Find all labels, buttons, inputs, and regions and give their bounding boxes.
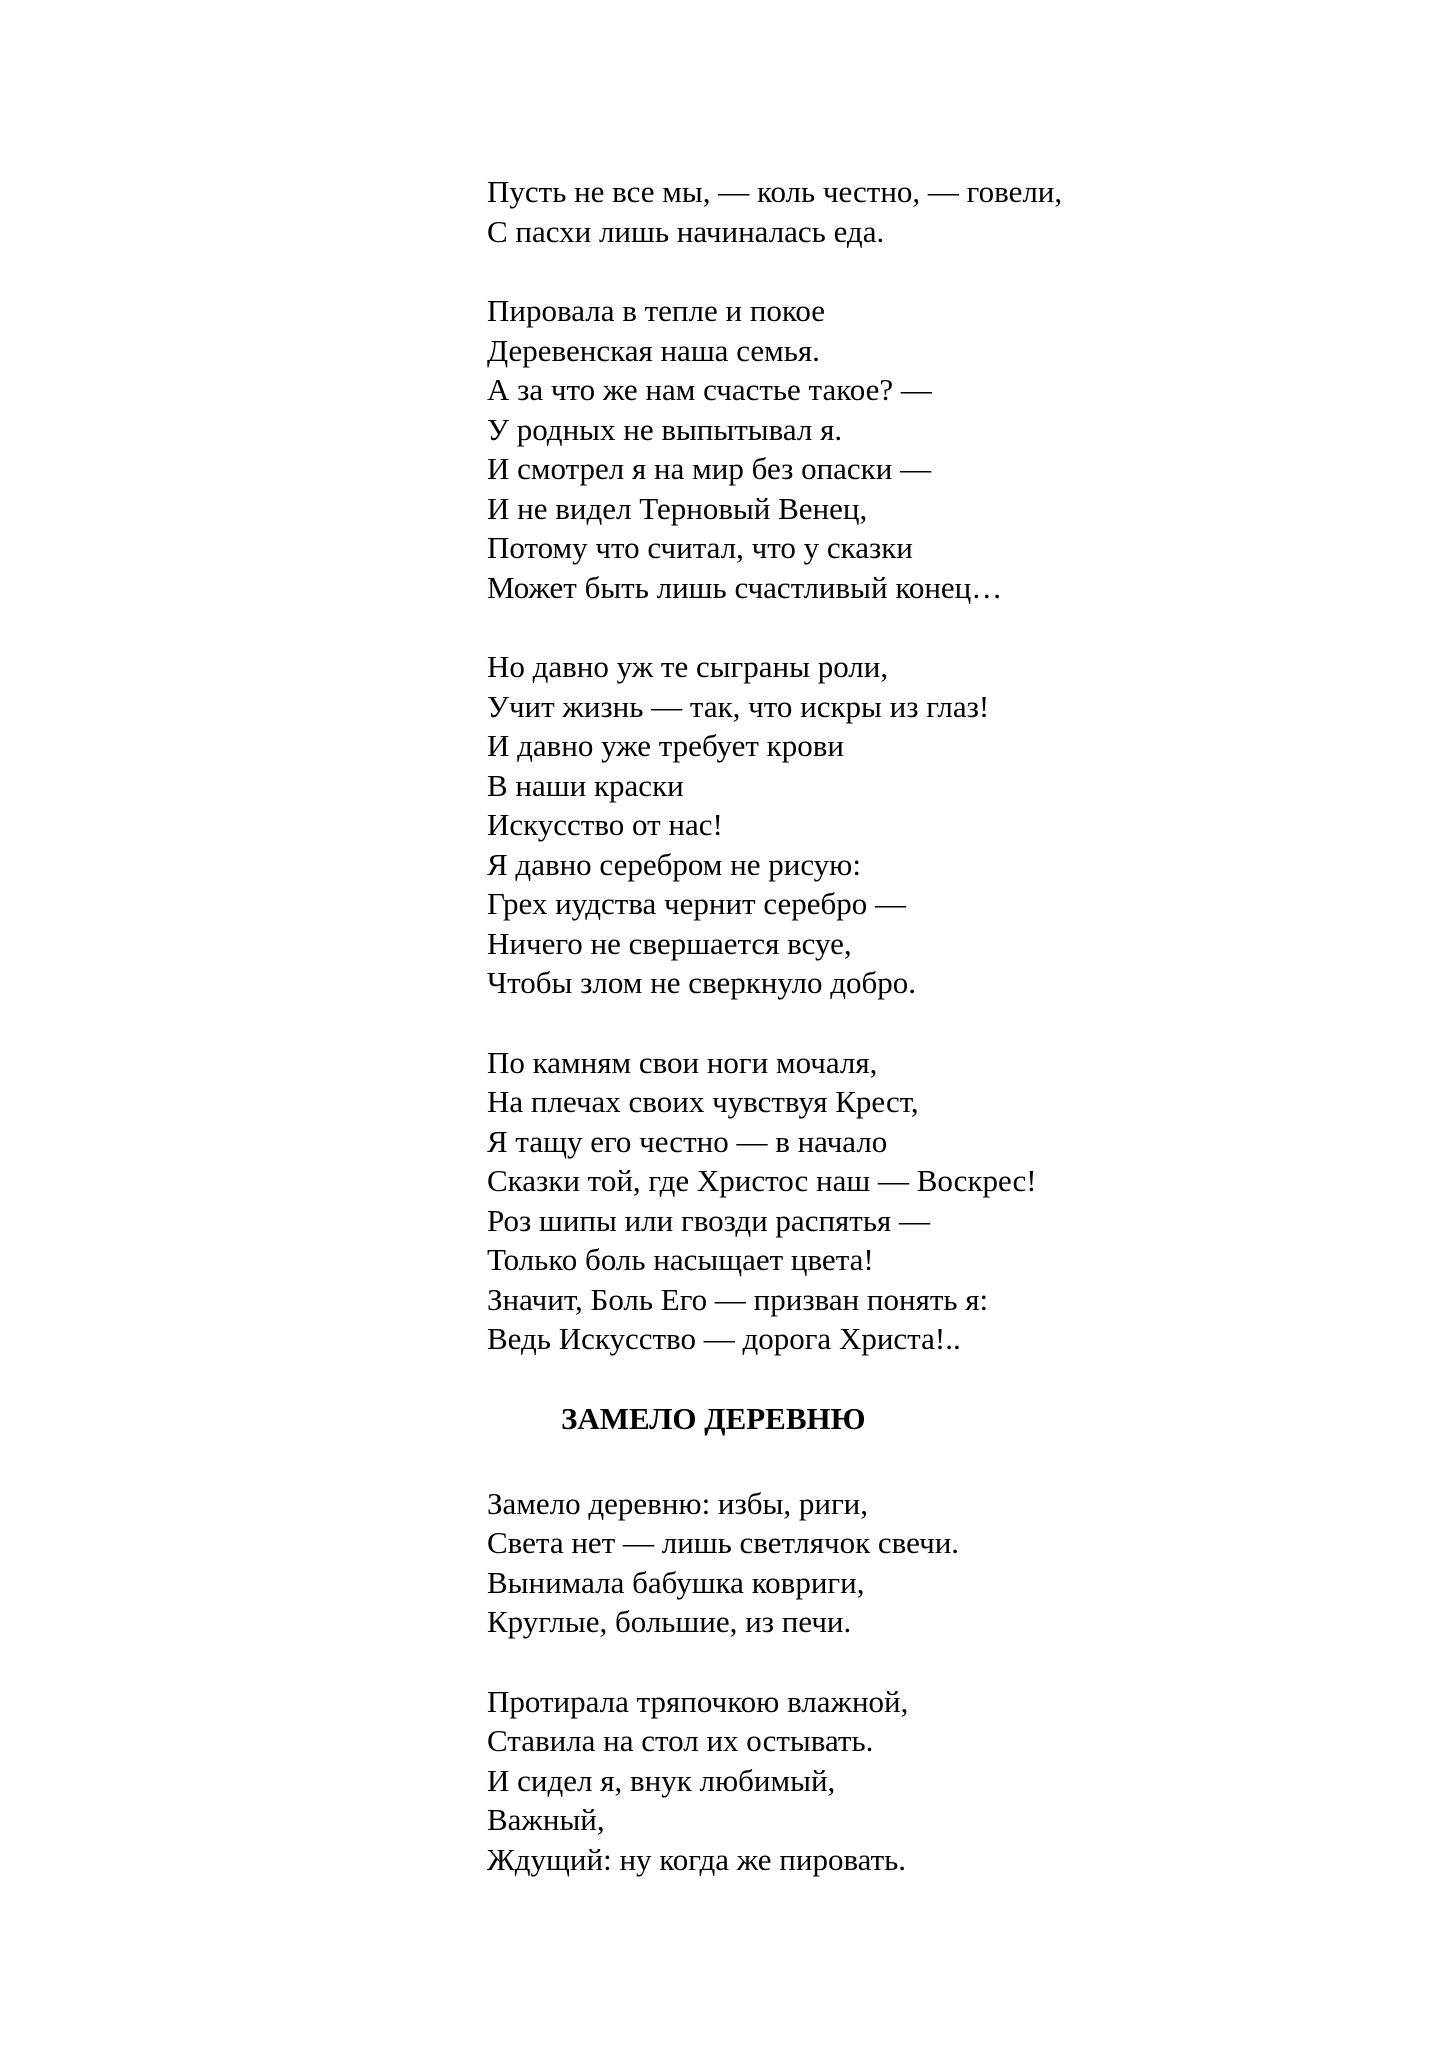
poem-line: Только боль насыщает цвета!	[487, 1242, 874, 1277]
poem-line: Вынимала бабушка ковриги,	[487, 1564, 865, 1600]
poem-line: Потому что считал, что у сказки	[487, 530, 913, 565]
stanza	[487, 1043, 1387, 1359]
poem-line: Деревенская наша семья.	[487, 332, 820, 368]
poem-line: Протирала тряпочкою влажной,	[487, 1683, 909, 1719]
poem-text-column	[487, 172, 1387, 1919]
stanza	[487, 647, 1387, 1003]
poem-line: Искусство от нас!	[487, 807, 723, 842]
poem-line: Круглые, большие, из печи.	[487, 1604, 852, 1639]
stanza	[487, 1484, 1387, 1642]
poem-line: Значит, Боль Его — призван понять я:	[487, 1281, 989, 1317]
poem-line: Ничего не свершается всуе,	[487, 925, 852, 961]
poem-line: Может быть лишь счастливый конец…	[487, 569, 1003, 605]
poem-line: По камням свои ноги мочаля,	[487, 1044, 878, 1080]
poem-line: Учит жизнь — так, что искры из глаз!	[487, 688, 990, 724]
poem-line: Чтобы злом не сверкнуло добро.	[487, 965, 917, 1000]
poem-line: Ведь Искусство — дорога Христа!..	[487, 1321, 961, 1356]
poem-line: Важный,	[487, 1802, 605, 1837]
poem-line: У родных не выпытывал я.	[487, 411, 843, 447]
stanza	[487, 291, 1387, 607]
poem-line: На плечах своих чувствуя Крест,	[487, 1084, 919, 1119]
poem-line: И не видел Терновый Венец,	[487, 490, 868, 526]
poem-continuation	[487, 172, 1387, 1359]
poem-line: Я тащу его честно — в начало	[487, 1123, 888, 1159]
poem-line: Но давно уж те сыграны роли,	[487, 649, 889, 684]
poem-line: Сказки той, где Христос наш — Воскрес!	[487, 1163, 1037, 1198]
poem-line: Света нет — лишь светлячок свечи.	[487, 1525, 960, 1560]
poem-line: Грех иудства чернит серебро —	[487, 886, 907, 921]
poem-line: Ставила на стол их остывать.	[487, 1723, 874, 1758]
poem-line: И давно уже требует крови	[487, 728, 844, 763]
poem-line: В наши краски	[487, 767, 684, 803]
poem-line: Пировала в тепле и покое	[487, 293, 826, 328]
stanza	[487, 1682, 1387, 1880]
poem-line: Пусть не все мы, — коль честно, — говели,	[487, 174, 1063, 209]
poem-zamelo-derevnyu	[487, 1399, 1387, 1880]
poem-line: Ждущий: ну когда же пировать.	[487, 1841, 907, 1877]
poem-line: И смотрел я на мир без опаски —	[487, 451, 932, 486]
poem-line: Роз шипы или гвозди распятья —	[487, 1202, 930, 1238]
poem-title: ЗАМЕЛО ДЕРЕВНЮ	[561, 1400, 866, 1436]
poem-line: Замело деревню: избы, риги,	[487, 1485, 869, 1521]
poem-line: А за что же нам счастье такое? —	[487, 372, 932, 407]
poem-line: С пасхи лишь начиналась еда.	[487, 213, 885, 249]
stanza	[487, 172, 1387, 251]
poem-line: И сидел я, внук любимый,	[487, 1762, 836, 1798]
poem-line: Я давно серебром не рисую:	[487, 846, 861, 882]
